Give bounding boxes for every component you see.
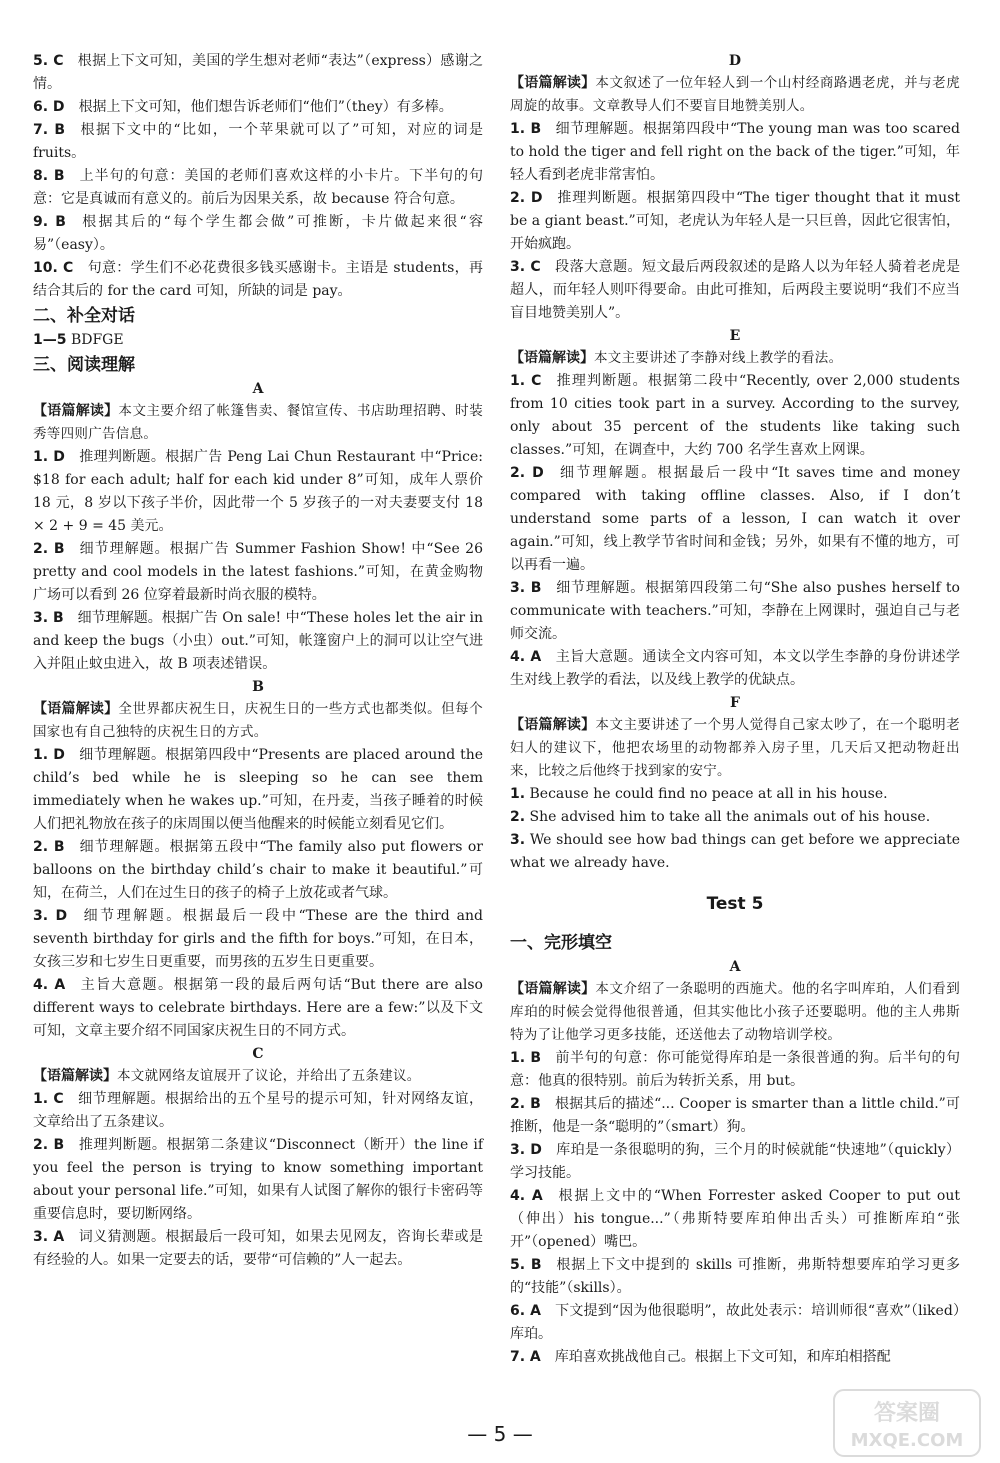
answer-item: 1. Because he could find no peace at all in his house. — [510, 786, 888, 802]
answer-item: 1. C 细节理解题。根据给出的五个星号的提示可知，针对网络友谊，文章给出了五条建议。 — [33, 1091, 483, 1130]
answer-item: 3. C 段落大意题。短文最后两段叙述的是路人以为年轻人骑着老虎是超人，而年轻人则吓得要命。由此可推知，后两段主要说明“我们不应当盲目地赞美别人”。 — [510, 259, 960, 321]
passage-intro: 【语篇解读】本文就网络友谊展开了议论，并给出了五条建议。 — [33, 1068, 421, 1084]
answer-item: 1. B 细节理解题。根据第四段中“The young man was too scared to hold the tiger and fell right on the back of the tiger.”可知，年轻人看到老虎非常害怕。 — [510, 121, 960, 183]
answer-item: 4. A 主旨大意题。根据第一段的最后两句话“But there are also different ways to celebrate birthdays. Here are a few:”以及下文可知，文章主要介绍不同国家庆祝生日的不同方式。 — [33, 977, 483, 1039]
answer-item: 2. B 根据其后的描述“... Cooper is smarter than a little child.”可推断，他是一条“聪明的”（smart）狗。 — [510, 1096, 961, 1135]
passage-intro: 【语篇解读】本文主要介绍了帐篷售卖、餐馆宣传、书店助理招聘、时装秀等四则广告信息。 — [33, 403, 484, 442]
svg-text:MXQE.COM: MXQE.COM — [850, 1430, 964, 1451]
passage-letter: D — [728, 53, 742, 69]
answer-item: 1. C 推理判断题。根据第二段中“Recently, over 2,000 students from 10 cities took part in a survey. According to the survey, only about 35 percent of the students like taking such classes.”可知，在调查中，大约 700 名学生喜欢上网课。 — [510, 373, 960, 458]
dialogue-answers: 1—5 BDFGE — [33, 332, 124, 348]
answer-item: 8. B 上半句的句意：美国的老师们喜欢这样的小卡片。下半句的句意：它是真诚而有意义的。前后为因果关系，故 because 符合句意。 — [33, 168, 484, 207]
answer-item: 2. She advised him to take all the animals out of his house. — [510, 809, 931, 825]
answer-item: 3. D 细节理解题。根据最后一段中“These are the third and seventh birthday for girls and the fifth for boys.”可知，在日本，女孩三岁和七岁生日更重要，而男孩的五岁生日更重要。 — [33, 908, 484, 970]
passage-letter: C — [252, 1046, 264, 1062]
section-heading: 二、补全对话 — [33, 306, 135, 326]
answer-item: 2. D 推理判断题。根据第四段中“The tiger thought that it must be a giant beast.”可知，老虎认为年轻人是一只巨兽，因此它很害怕，开始疯跑。 — [510, 190, 960, 252]
passage-letter: B — [252, 679, 264, 695]
passage-letter: E — [729, 328, 741, 344]
answer-item: 10. C 句意：学生们不必花费很多钱买感谢卡。主语是 students，再结合其后的 for the card 可知，所缺的词是 pay。 — [33, 260, 484, 299]
answer-item: 3. We should see how bad things can get before we appreciate what we already have. — [510, 832, 960, 871]
answer-item: 5. C 根据上下文可知，美国的学生想对老师“表达”（express）感谢之情。 — [33, 53, 483, 92]
answer-item: 7. B 根据下文中的“比如，一个苹果就可以了”可知，对应的词是 fruits。 — [33, 122, 483, 161]
answer-item: 3. B 细节理解题。根据广告 On sale! 中“These holes let the air in and keep the bugs（小虫）out.”可知，帐篷窗户上的洞可以让空气进入并阻止蚊虫进入，故 B 项表述错误。 — [33, 610, 483, 672]
answer-item: 2. B 细节理解题。根据第五段中“The family also put flowers or balloons on the birthday child’s chair to make it beautiful.”可知，在荷兰，人们在过生日的孩子的椅子上放花或者气球。 — [33, 839, 483, 901]
answer-item: 1. D 推理判断题。根据广告 Peng Lai Chun Restaurant 中“Price: $18 for each adult; half for each kid under 8”可知，成年人票价 18 元，8 岁以下孩子半价，因此带一个 5 岁孩子的一对夫妻要支付 18 × 2 + 9 = 45 美元。 — [33, 449, 483, 534]
passage-letter: A — [252, 381, 264, 397]
passage-letter: F — [730, 695, 740, 711]
passage-intro: 【语篇解读】本文介绍了一条聪明的西施犬。他的名字叫库珀，人们看到库珀的时候会觉得他很普通，但其实他比小孩子还要聪明。他的主人弗斯特为了让他学习更多技能，还送他去了动物培训学校。 — [510, 981, 961, 1043]
answer-item: 1. D 细节理解题。根据第四段中“Presents are placed around the child’s bed while he is sleeping so he can see them immediately when he wakes up.”可知，在丹麦，当孩子睡着的时候人们把礼物放在孩子的床周围以便当他醒来的时候能立刻看见它们。 — [33, 747, 483, 832]
section-heading: 三、阅读理解 — [33, 355, 135, 375]
answer-item: 4. A 主旨大意题。通读全文内容可知，本文以学生李静的身份讲述学生对线上教学的看法，以及线上教学的优缺点。 — [510, 649, 960, 688]
passage-intro: 【语篇解读】全世界都庆祝生日，庆祝生日的一些方式也都类似。但每个国家也有自己独特的庆祝生日的方式。 — [33, 701, 484, 740]
left-column — [33, 50, 483, 1272]
answer-item: 5. B 根据上下文中提到的 skills 可推断，弗斯特想要库珀学习更多的“技能”（skills）。 — [510, 1257, 961, 1296]
answer-item: 3. B 细节理解题。根据第四段第二句“She also pushes herself to communicate with teachers.”可知，李静在上网课时，强迫自己与老师交流。 — [510, 580, 960, 642]
answer-item: 7. A 库珀喜欢挑战他自己。根据上下文可知，和库珀相搭配 — [510, 1349, 891, 1365]
answer-item: 9. B 根据其后的“每个学生都会做”可推断，卡片做起来很“容易”（easy）。 — [33, 214, 483, 253]
answer-item: 1. B 前半句的句意：你可能觉得库珀是一条很普通的狗。后半句的句意：他真的很特别。前后为转折关系，用 but。 — [510, 1050, 961, 1089]
answer-item: 6. D 根据上下文可知，他们想告诉老师们“他们”（they）有多棒。 — [33, 99, 453, 115]
answer-item: 3. A 词义猜测题。根据最后一段可知，如果去见网友，咨询长辈或是有经验的人。如果一定要去的话，要带“可信赖的”人一起去。 — [33, 1229, 483, 1268]
answer-item: 3. D 库珀是一条很聪明的狗，三个月的时候就能“快速地”（quickly）学习技能。 — [510, 1142, 960, 1181]
test-title: Test 5 — [706, 894, 764, 914]
svg-text:答案圈: 答案圈 — [873, 1401, 941, 1426]
passage-letter: A — [729, 959, 741, 975]
right-column — [510, 50, 960, 1369]
answer-item: 6. A 下文提到“因为他很聪明”，故此处表示：培训师很“喜欢”（liked）库珀。 — [510, 1303, 960, 1342]
page-number: — 5 — — [467, 1422, 533, 1446]
passage-intro: 【语篇解读】本文主要讲述了李静对线上教学的看法。 — [510, 350, 843, 366]
passage-intro: 【语篇解读】本文叙述了一位年轻人到一个山村经商路遇老虎，并与老虎周旋的故事。文章教导人们不要盲目地赞美别人。 — [510, 75, 961, 114]
answer-item: 2. D 细节理解题。根据最后一段中“It saves time and money compared with taking offline classes. Also, if I don’t understand some parts of a lesson, I can watch it over again.”可知，线上教学节省时间和金钱；另外，如果有不懂的地方，可以再看一遍。 — [510, 465, 960, 573]
answer-item: 2. B 推理判断题。根据第二条建议“Disconnect（断开）the line if you feel the person is trying to know something important about your personal life.”可知，如果有人试图了解你的银行卡密码等重要信息时，要切断网络。 — [33, 1137, 484, 1222]
answer-item: 2. B 细节理解题。根据广告 Summer Fashion Show! 中“See 26 pretty and cool models in the latest fashions.”可知，在黄金购物广场可以看到 26 位穿着最新时尚衣服的模特。 — [33, 541, 483, 603]
answer-item: 4. A 根据上文中的“When Forrester asked Cooper to put out（伸出）his tongue...”（弗斯特要库珀伸出舌头）可推断库珀“张开”（opened）嘴巴。 — [510, 1188, 960, 1250]
watermark-logo — [832, 1388, 982, 1458]
passage-intro: 【语篇解读】本文主要讲述了一个男人觉得自己家太吵了，在一个聪明老妇人的建议下，他把农场里的动物都养入房子里，几天后又把动物赶出来，比较之后他终于找到家的安宁。 — [510, 717, 961, 779]
section-heading: 一、完形填空 — [510, 933, 612, 953]
